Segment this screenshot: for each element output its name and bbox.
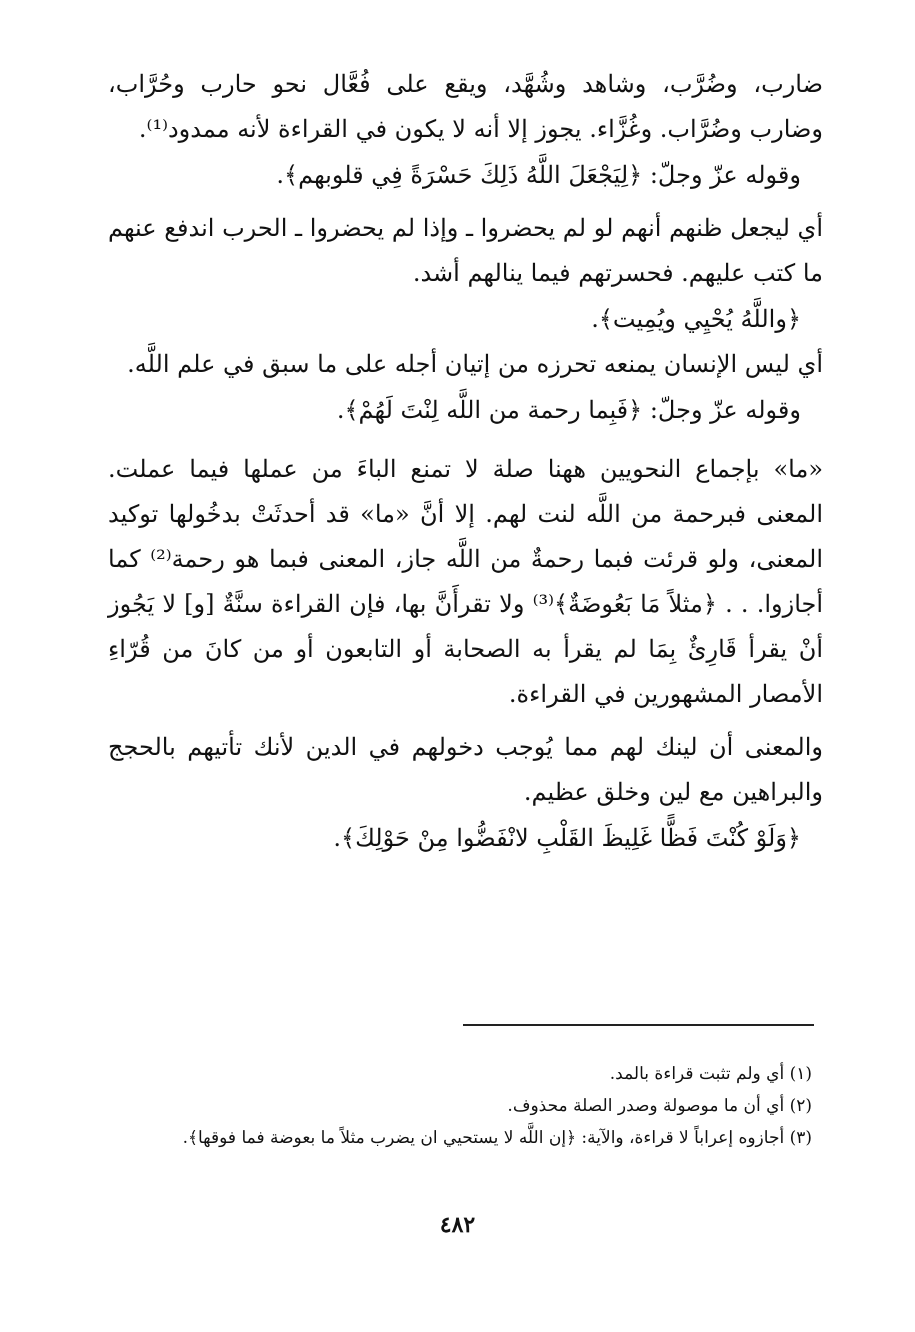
paragraph-3: أي ليس الإنسان يمنعه تحرزه من إتيان أجله على ما سبق في علم اللَّه. (127, 350, 823, 378)
paragraph-2: أي ليجعل ظنهم أنهم لو لم يحضروا ـ وإذا لم يحضروا ـ الحرب اندفع عنهم ما كتب عليهم. فحسرتهم فيما ينالهم أشد. (108, 214, 824, 287)
paragraph-1: ضارب، وضُرَّب، وشاهد وشُهَّد، ويقع على فُعَّال نحو حارب وحُرَّاب، وضارب وضُرَّاب. وغُزَّاء. يجوز إلا أنه لا يكون في القراءة لأنه ممدود⁽¹⁾. (108, 70, 823, 143)
verse-line-2: ﴿واللَّهُ يُحْيِي ويُمِيت﴾. (591, 305, 801, 333)
page-body (108, 62, 823, 861)
footnotes (108, 1058, 812, 1154)
page-number: ٤٨٢ (439, 1212, 476, 1238)
footnote-3: (٣) أجازوه إعراباً لا قراءة، والآية: ﴿إن اللَّه لا يستحيي ان يضرب مثلاً ما بعوضة فما فوقها﴾. (182, 1128, 812, 1148)
verse-line-1: وقوله عزّ وجلّ: ﴿لِيَجْعَلَ اللَّهُ ذَلِكَ حَسْرَةً فِي قلوبهم﴾. (276, 161, 801, 189)
footnote-2: (٢) أي أن ما موصولة وصدر الصلة محذوف. (507, 1096, 812, 1116)
paragraph-4: «ما» بإجماع النحويين ههنا صلة لا تمنع الباءَ من عملها فيما عملت. المعنى فبرحمة من اللَّه لنت لهم. إلا أنَّ «ما» قد أحدثَتْ بدخُولها توكيد المعنى، ولو قرئت فبما رحمةٌ من اللَّه جاز، المعنى فبما هو رحمة⁽²⁾ كما أجازوا. . . ﴿مثلاً مَا بَعُوضَةٌ﴾⁽³⁾ ولا تقرأَنَّ بها، فإن القراءة سنَّةٌ [و] لا يَجُوز أنْ يقرأ قَارِئٌ بِمَا لم يقرأ به الصحابة أو التابعون أو من كانَ من قُرّاءِ الأمصار المشهورين في القراءة. (108, 455, 824, 708)
verse-line-3: وقوله عزّ وجلّ: ﴿فَبِما رحمة من اللَّه لِنْتَ لَهُمْ﴾. (336, 396, 801, 424)
footnote-divider (463, 1024, 814, 1026)
footnote-1: (١) أي ولم تثبت قراءة بالمد. (609, 1064, 812, 1084)
paragraph-5: والمعنى أن لينك لهم مما يُوجب دخولهم في الدين لأنك تأتيهم بالحجج والبراهين مع لين وخلق عظيم. (108, 733, 823, 806)
verse-line-4: ﴿وَلَوْ كُنْتَ فَظًّا غَلِيظَ القَلْبِ لانْفَضُّوا مِنْ حَوْلِكَ﴾. (333, 824, 801, 852)
